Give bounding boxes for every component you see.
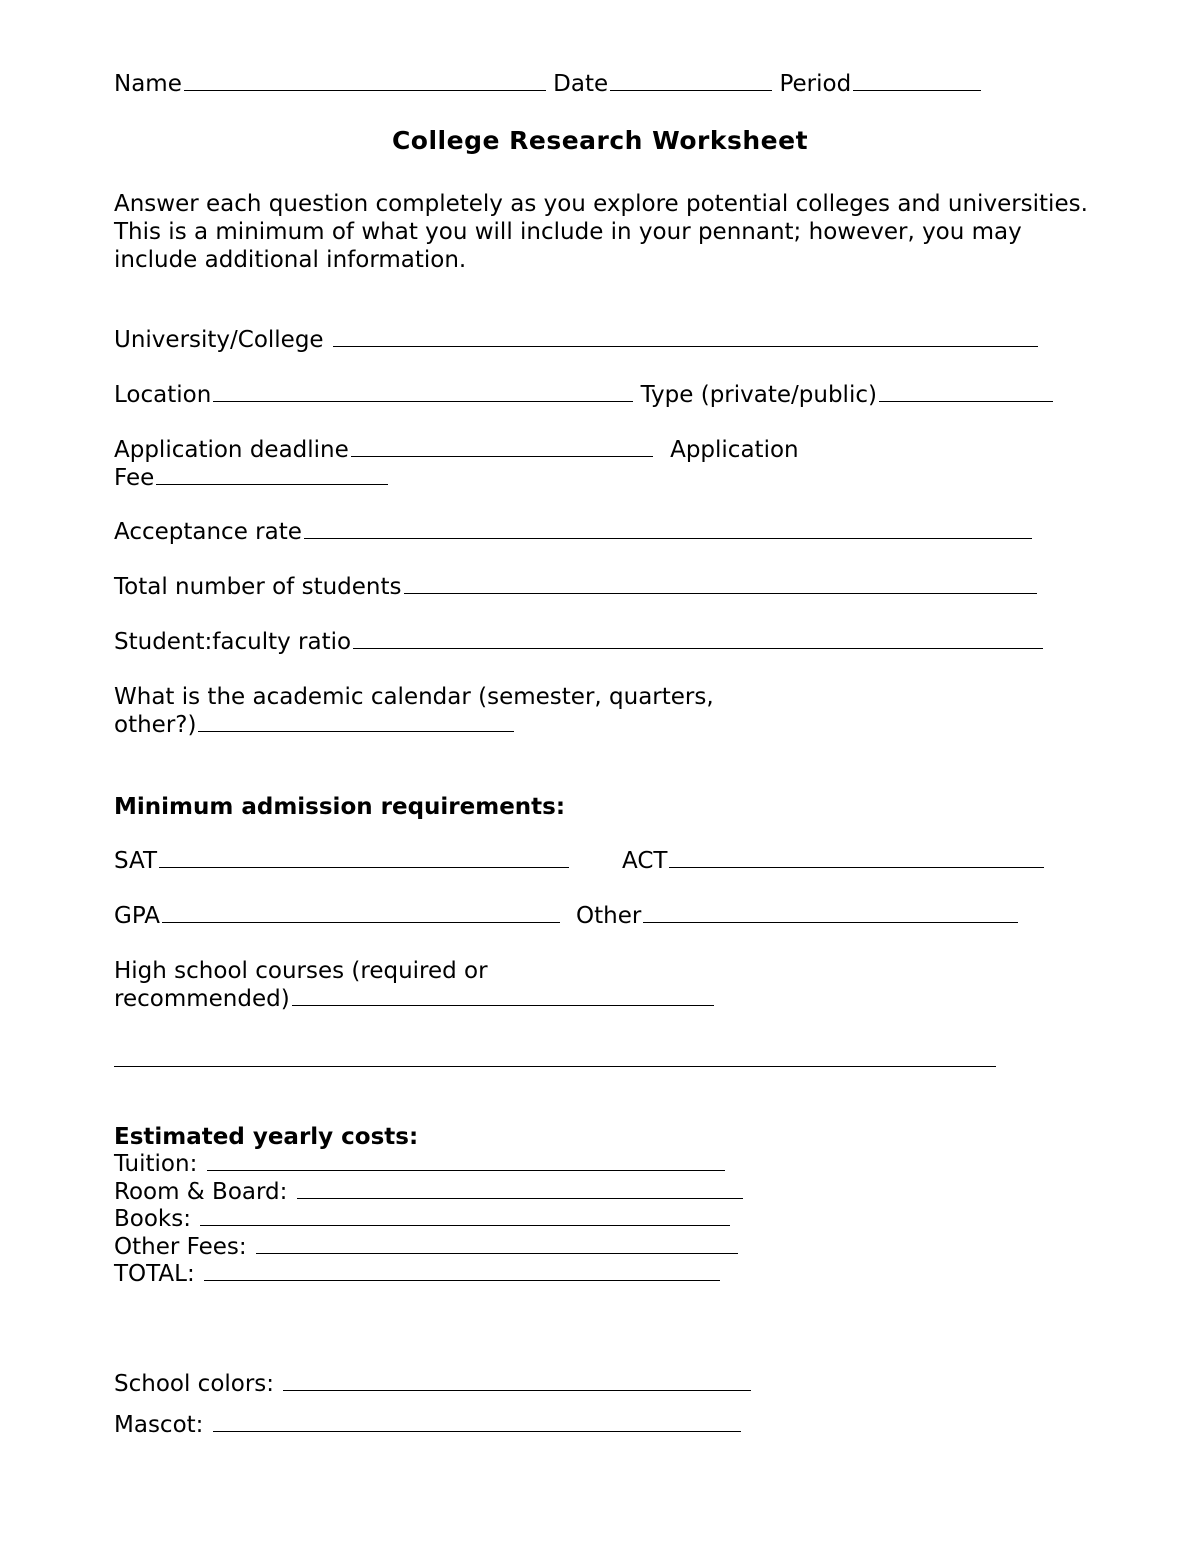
university-row xyxy=(114,326,1038,354)
period-label: Period xyxy=(779,71,852,97)
name-label: Name xyxy=(114,71,182,97)
students-row xyxy=(114,573,1037,601)
app-deadline-blank[interactable] xyxy=(351,436,653,457)
type-label: Type (private/public) xyxy=(640,382,877,408)
other-label: Other xyxy=(576,903,642,929)
sat-label: SAT xyxy=(114,848,158,874)
other-fees-row xyxy=(114,1233,738,1261)
mascot-row xyxy=(114,1411,741,1439)
acceptance-label: Acceptance rate xyxy=(114,519,302,545)
app-fee-blank[interactable] xyxy=(156,464,388,485)
room-board-row xyxy=(114,1178,743,1206)
other-blank[interactable] xyxy=(643,902,1018,923)
costs-heading: Estimated yearly costs: xyxy=(114,1124,419,1150)
total-row xyxy=(114,1260,720,1288)
courses-extra-blank[interactable] xyxy=(114,1046,996,1067)
date-label: Date xyxy=(553,71,609,97)
other-row xyxy=(576,902,1018,930)
tuition-row xyxy=(114,1150,725,1178)
app-fee-label-1: Application xyxy=(670,437,799,463)
date-blank[interactable] xyxy=(610,70,772,91)
courses-blank[interactable] xyxy=(292,985,714,1006)
acceptance-blank[interactable] xyxy=(304,518,1032,539)
ratio-row xyxy=(114,628,1043,656)
type-blank[interactable] xyxy=(879,381,1053,402)
location-row xyxy=(114,381,1053,409)
mascot-label: Mascot: xyxy=(114,1412,204,1438)
calendar-row xyxy=(114,711,514,739)
act-row xyxy=(622,847,1044,875)
period-blank[interactable] xyxy=(853,70,981,91)
colors-label: School colors: xyxy=(114,1371,275,1397)
room-board-blank[interactable] xyxy=(297,1178,743,1199)
calendar-label-1: What is the academic calendar (semester, quarters, xyxy=(114,684,714,710)
gpa-blank[interactable] xyxy=(162,902,560,923)
sat-blank[interactable] xyxy=(159,847,569,868)
tuition-blank[interactable] xyxy=(207,1150,725,1171)
university-label: University/College xyxy=(114,327,324,353)
app-deadline-row xyxy=(114,436,799,464)
app-fee-row xyxy=(114,464,388,492)
books-label: Books: xyxy=(114,1206,191,1232)
other-fees-blank[interactable] xyxy=(256,1233,738,1254)
location-blank[interactable] xyxy=(213,381,633,402)
acceptance-row xyxy=(114,518,1032,546)
courses-extra-row xyxy=(114,1046,996,1074)
app-fee-label-2: Fee xyxy=(114,465,155,491)
courses-label-1: High school courses (required or xyxy=(114,958,488,984)
books-row xyxy=(114,1205,730,1233)
courses-row xyxy=(114,985,714,1013)
name-blank[interactable] xyxy=(184,70,546,91)
students-blank[interactable] xyxy=(404,573,1037,594)
admission-heading: Minimum admission requirements: xyxy=(114,794,566,820)
location-label: Location xyxy=(114,382,212,408)
total-blank[interactable] xyxy=(204,1260,720,1281)
gpa-label: GPA xyxy=(114,903,160,929)
colors-row xyxy=(114,1370,751,1398)
app-deadline-label: Application deadline xyxy=(114,437,349,463)
university-blank[interactable] xyxy=(333,326,1038,347)
tuition-label: Tuition: xyxy=(114,1151,198,1177)
calendar-label-2: other?) xyxy=(114,712,197,738)
courses-label-2: recommended) xyxy=(114,986,290,1012)
header-line xyxy=(114,70,981,98)
room-board-label: Room & Board: xyxy=(114,1179,288,1205)
intro-paragraph: Answer each question completely as you explore potential colleges and universities. This is a minimum of what you will include in your pennant; however, you may include additional information. xyxy=(114,191,1088,273)
books-blank[interactable] xyxy=(200,1205,730,1226)
calendar-blank[interactable] xyxy=(198,711,514,732)
act-label: ACT xyxy=(622,848,668,874)
colors-blank[interactable] xyxy=(283,1370,751,1391)
ratio-blank[interactable] xyxy=(353,628,1043,649)
other-fees-label: Other Fees: xyxy=(114,1234,247,1260)
students-label: Total number of students xyxy=(114,574,402,600)
mascot-blank[interactable] xyxy=(213,1411,741,1432)
sat-row xyxy=(114,847,569,875)
total-label: TOTAL: xyxy=(114,1261,195,1287)
page-title: College Research Worksheet xyxy=(391,126,809,155)
act-blank[interactable] xyxy=(669,847,1044,868)
ratio-label: Student:faculty ratio xyxy=(114,629,352,655)
gpa-row xyxy=(114,902,560,930)
